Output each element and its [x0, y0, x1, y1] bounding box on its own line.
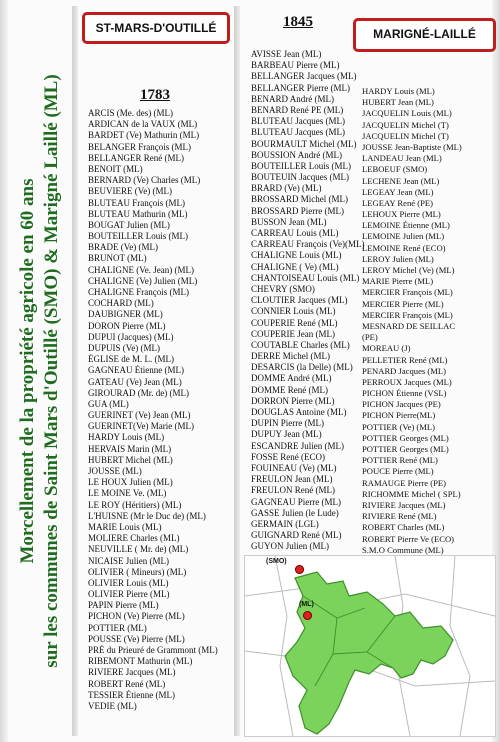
landowner-entry: CHEVRY (SMO) [251, 283, 315, 294]
landowner-entry: GUIGNARD René (ML) [251, 530, 342, 541]
landowner-entry: TESSIER Étienne (ML) [88, 689, 175, 700]
landowner-entry: BUSSON Jean (ML) [251, 216, 327, 227]
landowner-entry: CHALIGNE ( Ve) (ML) [251, 261, 339, 272]
landowner-entry: PICHON (Ve) Pierre (ML) [88, 611, 185, 622]
landowner-entry: POTTIER René (ML) [362, 455, 438, 466]
landowner-entry: JACQUELIN Louis (ML) [362, 108, 452, 119]
landowner-entry: CHALIGNE (Ve. Jean) (ML) [88, 264, 194, 275]
landowner-entry: GASSE Julien (le Lude) [251, 507, 339, 518]
landowner-entry: DERRE Michel (ML) [251, 351, 330, 362]
landowner-entry: LEMOINE René (ECO) [362, 242, 446, 253]
landowner-entry: LEGEAY Jean (ML) [362, 186, 434, 197]
landowner-entry: LEHOUX Pierre (ML) [362, 209, 441, 220]
landowner-entry: PRÉ du Prieuré de Grammont (ML) [88, 645, 218, 655]
landowner-entry: BARBEAU Pierre (ML) [251, 60, 340, 71]
landowner-entry: AVISSE Jean (ML) [251, 49, 322, 59]
landowner-entry: BARDET (Ve) Mathurin (ML) [88, 130, 200, 141]
year-1783: 1783 [140, 87, 170, 103]
landowner-entry: LEROY Julien (ML) [362, 253, 434, 264]
landowner-entry: BLUTEAU François (ML) [88, 197, 185, 208]
ml-map-label: (ML) [299, 601, 314, 608]
column-divider [72, 6, 78, 736]
title-line-2: sur les communes de Saint Mars d'Outillé (SMO) & Marigné Laillé (ML) [41, 74, 62, 668]
landowner-entry: BELLANGER Pierre (ML) [251, 82, 350, 93]
landowner-entry: ÉGLISE de M. L. (ML) [88, 354, 174, 365]
landowner-entry: COUPERIE Jean (ML) [251, 328, 335, 339]
list-1845-part-1 [251, 49, 369, 552]
landowner-entry: FREULON Jean (ML) [251, 474, 333, 485]
landowner-entry: VEDIE (ML) [88, 700, 137, 711]
landowner-entry: ROBERT René (ML) [88, 678, 166, 689]
landowner-entry: COCHARD (ML) [88, 298, 154, 309]
landowner-entry: BOUTEILLER Louis (ML) [88, 231, 188, 242]
location-map [244, 555, 496, 737]
landowner-entry: MERCIER François (ML) [362, 309, 453, 320]
landowner-entry: S.M.O Commune (ML) [362, 544, 444, 555]
landowner-entry: JACQUELIN Michel (T) [362, 119, 449, 130]
landowner-entry: LEMOINE Étienne (ML) [362, 220, 450, 231]
landowner-entry: (PE) [362, 332, 378, 343]
landowner-entry: HARDY Louis (ML) [362, 86, 435, 96]
landowner-entry: COUPERIE René (ML) [251, 317, 338, 328]
landowner-entry: DAUBIGNER (ML) [88, 309, 163, 320]
landowner-entry: BENARD René PE (ML) [251, 104, 344, 115]
landowner-entry: DUPIN Pierre (ML) [251, 418, 324, 429]
landowner-entry: ROBERT Pierre Ve (ECO) [362, 533, 455, 544]
landowner-entry: DORRON Pierre (ML) [251, 395, 335, 406]
landowner-entry: HERVAIS Marin (ML) [88, 443, 172, 454]
landowner-entry: BRADE (Ve) (ML) [88, 242, 158, 253]
landowner-entry: OLIVIER Louis (ML) [88, 577, 169, 588]
landowner-entry: LE ROY (Héritiers) (ML) [88, 499, 182, 510]
landowner-entry: CHALIGNE (Ve) Julien (ML) [88, 275, 198, 286]
landowner-entry: GUA (ML) [88, 398, 129, 409]
landowner-entry: PERROUX Jacques (ML) [362, 376, 452, 387]
landowner-entry: BOUGAT Julien (ML) [88, 219, 170, 230]
map-graphic [245, 556, 495, 736]
landowner-entry: BOUTEILLER Louis (ML) [251, 160, 351, 171]
landowner-entry: BELLANGER René (ML) [88, 152, 184, 163]
landowner-entry: GUYON Julien (ML) [251, 541, 329, 552]
landowner-entry: PENARD Jacques (ML) [362, 365, 447, 376]
landowner-entry: LEMOINE Julien (ML) [362, 231, 445, 242]
landowner-entry: BLUTEAU Mathurin (ML) [88, 208, 188, 219]
landowner-entry: MARIE Louis (ML) [88, 521, 162, 532]
landowner-entry: GAGNEAU Étienne (ML) [88, 365, 184, 376]
landowner-entry: JOUSSE (ML) [88, 466, 142, 476]
landowner-entry: DUPUY Jean (ML) [251, 429, 322, 440]
badge-st-mars-doutille: ST-MARS-D'OUTILLÉ [82, 12, 230, 44]
list-1783 [88, 108, 233, 712]
vertical-title [8, 10, 72, 732]
landowner-entry: POUSSE (Ve) Pierre (ML) [88, 633, 185, 644]
landowner-entry: FOSSE René (ECO) [251, 451, 325, 462]
year-1845: 1845 [283, 14, 313, 30]
landowner-entry: BOUSSION André (ML) [251, 149, 342, 160]
landowner-entry: PELLETIER René (ML) [362, 354, 448, 365]
landowner-entry: DUPUI (Jacques) (ML) [88, 331, 174, 342]
ml-location-pin [303, 611, 312, 620]
landowner-entry: RIBEMONT Mathurin (ML) [88, 656, 193, 667]
landowner-entry: MARIE Pierre (ML) [362, 276, 434, 287]
landowner-entry: BLUTEAU Jacques (ML) [251, 127, 345, 138]
badge-marigne-laille: MARIGNÉ-LAILLÉ [353, 18, 496, 52]
landowner-entry: MOLIERE Charles (ML) [88, 533, 180, 544]
landowner-entry: MOREAU (J) [362, 343, 411, 354]
landowner-entry: DORON Pierre (ML) [88, 320, 166, 331]
landowner-entry: DOMME André (ML) [251, 373, 332, 384]
page-edge-left [0, 0, 8, 742]
landowner-entry: CHALIGNE François (ML) [88, 287, 189, 297]
landowner-entry: JACQUELIN Michel (T) [362, 130, 449, 141]
landowner-entry: MERCIER François (ML) [362, 287, 453, 298]
landowner-entry: LEROY Michel (Ve) (ML) [362, 265, 455, 275]
landowner-entry: CARREAU Louis (ML) [251, 228, 339, 238]
landowner-entry: DOUGLAS Antoine (ML) [251, 407, 347, 417]
landowner-entry: BENARD André (ML) [251, 93, 334, 104]
landowner-entry: ROBERT Charles (ML) [362, 522, 445, 533]
landowner-entry: BOURMAULT Michel (ML) [251, 138, 357, 149]
landowner-entry: LEBOEUF (SMO) [362, 164, 428, 175]
landowner-entry: LE HOUX Julien (ML) [88, 477, 173, 488]
landowner-entry: LECHENE Jean (ML) [362, 175, 440, 186]
landowner-entry: GIROURAD (Mr. de) (ML) [88, 387, 189, 398]
landowner-entry: RIVIERE Jacques (ML) [362, 499, 446, 510]
column-divider [234, 6, 240, 736]
landowner-entry: BROSSARD Michel (ML) [251, 194, 349, 205]
landowner-entry: PICHON Jacques (PE) [362, 399, 441, 410]
title-line-1: Morcellement de la propriété agricole en 60 ans [17, 178, 38, 564]
landowner-entry: CARREAU François (Ve)(ML) [251, 239, 365, 250]
landowner-entry: PICHON Étienne (VSL) [362, 388, 447, 399]
landowner-entry: RAMAUGE Pierre (PE) [362, 477, 447, 488]
landowner-entry: BEUVIERE (Ve) (ML) [88, 186, 172, 197]
landowner-entry: DUPUIS (Ve) (ML) [88, 342, 160, 353]
landowner-entry: GUERINET(Ve) Marie (ML) [88, 421, 194, 432]
landowner-entry: ARDICAN de la VAUX (ML) [88, 119, 198, 130]
landowner-entry: BRUNOT (ML) [88, 253, 147, 264]
landowner-entry: RICHOMME Michel ( SPL) [362, 488, 461, 499]
landowner-entry: OLIVIER Pierre (ML) [88, 589, 170, 600]
landowner-entry: BROSSARD Pierre (ML) [251, 205, 345, 216]
landowner-entry: DESARCIS (la Delle) (ML) [251, 362, 353, 373]
landowner-entry: ARCIS (Me. des) (ML) [88, 108, 173, 118]
landowner-entry: POUCE Pierre (ML) [362, 466, 434, 477]
landowner-entry: GERMAIN (LGL) [251, 518, 319, 529]
landowner-entry: PICHON Pierre(ML) [362, 410, 436, 421]
landowner-entry: OLIVIER ( Mineurs) (ML) [88, 566, 187, 577]
smo-location-pin [295, 565, 304, 574]
landowner-entry: BLUTEAU Jacques (ML) [251, 116, 345, 127]
landowner-entry: RIVIERE Jacques (ML) [88, 667, 176, 678]
landowner-entry: PAPIN Pierre (ML) [88, 600, 159, 611]
landowner-entry: HUBERT Jean (ML) [362, 97, 434, 108]
landowner-entry: JOUSSE Jean-Baptiste (ML) [362, 141, 462, 152]
landowner-entry: COUTABLE Charles (ML) [251, 339, 350, 350]
landowner-entry: HUBERT Michel (ML) [88, 454, 173, 465]
landowner-entry: LE MOINE Ve. (ML) [88, 488, 167, 499]
landowner-entry: DOMME René (ML) [251, 384, 328, 395]
landowner-entry: FOUINEAU (Ve) (ML) [251, 462, 337, 473]
landowner-entry: BOUTEUIN Jacques (ML) [251, 172, 349, 183]
landowner-entry: POTTIER (ML) [88, 622, 147, 633]
landowner-entry: LEGEAY René (PE) [362, 197, 433, 208]
landowner-entry: BELLANGER Jacques (ML) [251, 71, 357, 82]
landowner-entry: CHALIGNE Louis (ML) [251, 250, 342, 261]
landowner-entry: L'HUISNE (Mr le Duc de) (ML) [88, 510, 206, 521]
landowner-entry: CONNIER Louis (ML) [251, 306, 336, 317]
landowner-entry: POTTIER Georges (ML) [362, 432, 449, 443]
landowner-entry: FREULON René (ML) [251, 485, 335, 496]
landowner-entry: ESCANDRE Julien (ML) [251, 440, 344, 451]
landowner-entry: GAGNEAU Pierre (ML) [251, 496, 341, 507]
landowner-entry: POTTIER (Ve) (ML) [362, 421, 436, 432]
landowner-entry: RIVIERE René (ML) [362, 511, 437, 522]
landowner-entry: MERCIER Pierre (ML) [362, 298, 444, 309]
landowner-entry: NEUVILLE ( Mr. de) (ML) [88, 544, 189, 555]
landowner-entry: BELANGER François (ML) [88, 141, 191, 152]
landowner-entry: GATEAU (Ve) Jean (ML) [88, 376, 182, 387]
landowner-entry: HARDY Louis (ML) [88, 432, 165, 443]
landowner-entry: LANDEAU Jean (ML) [362, 153, 442, 164]
landowner-entry: POTTIER Georges (ML) [362, 444, 449, 454]
landowner-entry: NICAISE Julien (ML) [88, 555, 169, 566]
landowner-entry: CHANTOISEAU Louis (ML) [251, 272, 360, 283]
landowner-entry: BENOIT (ML) [88, 163, 143, 174]
landowner-entry: BERNARD (Ve) Charles (ML) [88, 175, 201, 186]
landowner-entry: BRARD (Ve) (ML) [251, 183, 322, 194]
list-1845-part-2 [362, 86, 494, 601]
landowner-entry: MESNARD DE SEILLAC [362, 320, 456, 331]
landowner-entry: CLOUTIER Jacques (ML) [251, 295, 348, 306]
landowner-entry: GUERINET (Ve) Jean (ML) [88, 410, 191, 421]
smo-map-label: (SMO) [266, 558, 287, 565]
